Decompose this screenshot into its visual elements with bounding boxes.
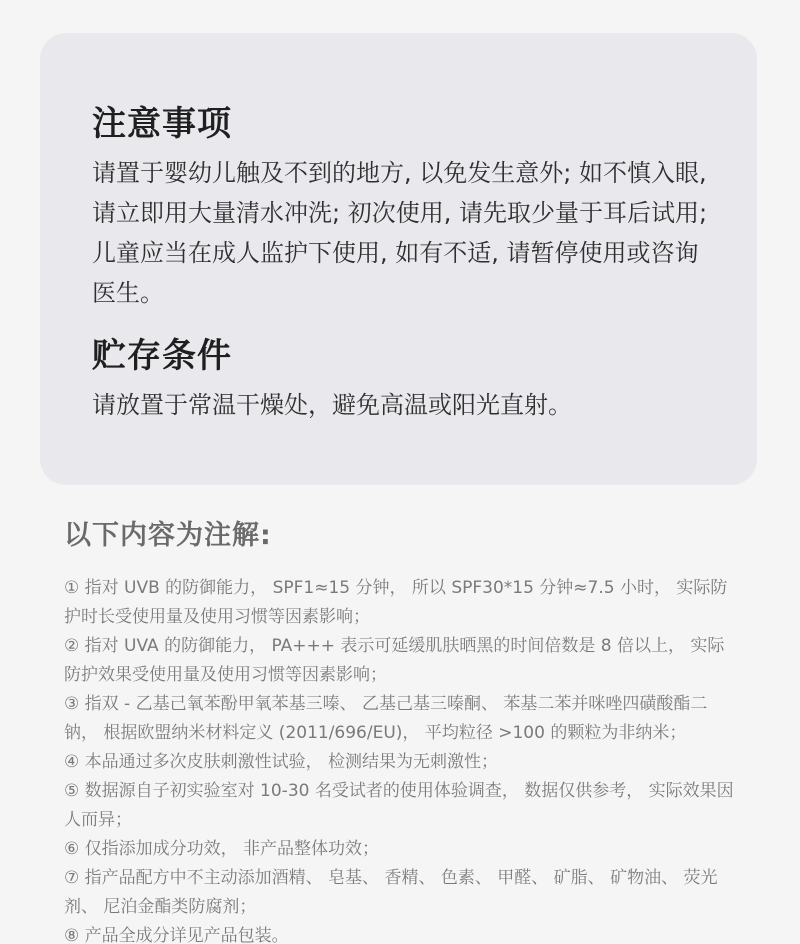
notes-list — [64, 574, 740, 944]
note-item: ① 指对 UVB 的防御能力， SPF1≈15 分钟， 所以 SPF30*15 分钟≈7.5 小时， 实际防护时长受使用量及使用习惯等因素影响； — [64, 578, 728, 627]
note-item: ⑦ 指产品配方中不主动添加酒精、 皂基、 香精、 色素、 甲醛、 矿脂、 矿物油、 荧光剂、 尼泊金酯类防腐剂； — [64, 868, 718, 917]
info-card — [40, 33, 757, 485]
notes-section — [64, 516, 740, 944]
note-item: ③ 指双 - 乙基己氧苯酚甲氧苯基三嗪、 乙基己基三嗪酮、 苯基二苯并咪唑四磺酸酯二钠， 根据欧盟纳米材料定义 (2011/696/EU)， 平均粒径 >100 的颗粒为非纳米； — [64, 694, 708, 743]
notes-title: 以下内容为注解: — [64, 520, 272, 551]
note-item: ⑧ 产品全成分详见产品包装。 — [64, 926, 289, 944]
note-item: ④ 本品通过多次皮肤刺激性试验， 检测结果为无刺激性； — [64, 752, 499, 772]
storage-body: 请放置于常温干燥处，避免高温或阳光直射。 — [92, 391, 572, 419]
note-item: ⑤ 数据源自子初实验室对 10-30 名受试者的使用体验调查， 数据仅供参考， 实际效果因人而异； — [64, 781, 734, 830]
storage-title: 贮存条件 — [92, 336, 232, 376]
precautions-body: 请置于婴幼儿触及不到的地方, 以免发生意外; 如不慎入眼, 请立即用大量清水冲洗; 初次使用, 请先取少量于耳后试用; 儿童应当在成人监护下使用, 如有不适, 请暂停使用或咨询医生。 — [92, 159, 708, 307]
note-item: ⑥ 仅指添加成分功效， 非产品整体功效； — [64, 839, 380, 859]
note-item: ② 指对 UVA 的防御能力， PA+++ 表示可延缓肌肤晒黑的时间倍数是 8 倍以上， 实际防护效果受使用量及使用习惯等因素影响； — [64, 636, 725, 685]
precautions-title: 注意事项 — [92, 104, 232, 144]
